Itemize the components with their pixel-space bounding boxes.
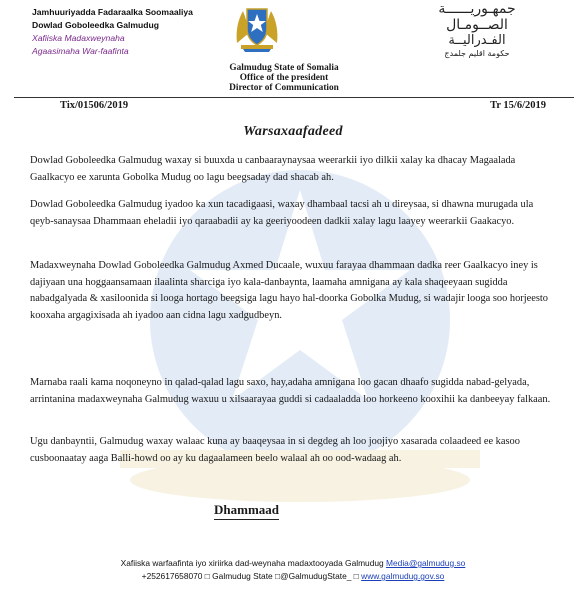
header-right-line2: الصــومـال bbox=[446, 17, 508, 33]
footer-email-link[interactable]: Media@galmudug.so bbox=[386, 558, 466, 568]
header-left-block bbox=[32, 6, 202, 58]
header-right-line1: جمهـوريــــــة bbox=[438, 1, 516, 17]
paragraph-3: Madaxweynaha Dowlad Goboleedka Galmudug Axmed Ducaale, wuxuu farayaa dhammaan dadka reer Gaalkacyo iney is dajiyaan una hoggaansamaan ilaalinta sharciga iyo kala-danbaynta, laamaha amnigana ay kala shaqeeyaan sugidda nabadgalyada & xasiloonida si looga hortago beegsiga lagu hayo hal-doorka Gobolka Mudug, si wadajir looga soo horjeesto kooxaha argagixisada ah iyadoo aan cidna lagu xadgudbeyn. bbox=[30, 260, 548, 321]
office-line3: Director of Communication bbox=[229, 83, 339, 93]
header-left-line2: Dowlad Goboleedka Galmudug bbox=[32, 20, 160, 30]
header-divider bbox=[14, 97, 574, 98]
header-right-line4: حكومة اقليم جلمدج bbox=[444, 49, 510, 58]
galmudug-emblem-icon bbox=[233, 3, 281, 53]
closing-text: Dhammaad bbox=[214, 502, 279, 520]
paragraph-1: Dowlad Goboleedka Galmudug waxay si buuxda u canbaaraynaysaa weerarkii iyo dilkii xalay ka dhacay Magaalada Gaalkacyo ee xarunta Gobolka Mudug oo lagu beegsaday dad shacab ah. bbox=[30, 155, 516, 183]
footer-line1 bbox=[0, 557, 586, 570]
document-title: Warsaxaafadeed bbox=[243, 124, 343, 139]
footer-line2 bbox=[0, 570, 586, 583]
footer-website-link[interactable]: www.galmudug.gov.so bbox=[361, 571, 445, 581]
footer-office-text: Xafiiska warfaafinta iyo xiriirka dad-weynaha madaxtooyada Galmudug bbox=[120, 558, 387, 568]
office-block bbox=[204, 63, 364, 93]
header-right-line3: الفـدراليــة bbox=[448, 33, 506, 48]
header-left-line4: Agaasimaha War-faafinta bbox=[32, 46, 129, 56]
closing-word bbox=[214, 502, 279, 520]
reference-number: Tix/01506/2019 bbox=[60, 100, 129, 111]
office-line1: Galmudug State of Somalia bbox=[229, 63, 339, 73]
paragraph-4: Marnaba raali kama noqoneyno in qalad-qalad lagu saxo, hay,adaha amnigana loo gacan dhaafo sugidda nabad-gelyada, arrintanina madaxweynaha Galmudug waxuu u xilsaarayaa guddi si cadaaladda loo horkeeno kooxihii ka danbeeyay falkaan. bbox=[30, 377, 551, 405]
paragraph-2: Dowlad Goboleedka Galmudug iyadoo ka xun tacadigaasi, waxay dhambaal tacsi ah u direysaa, si dhawna murugada ula qeyb-sanaysaa Dhammaan eheladii iyo qaraabadii ay ka geeriyoodeen dadkii xalay lagu laayey weerarkii Gaakacyo. bbox=[30, 199, 534, 227]
header-left-line1: Jamhuuriyadda Fadaraalka Soomaaliya bbox=[32, 7, 193, 17]
header-right-block bbox=[412, 2, 542, 60]
footer bbox=[0, 557, 586, 583]
paragraph-5: Ugu danbayntii, Galmudug waxay walaac kuna ay baaqeysaa in si degdeg ah loo joojiyo xasarada colaadeed ee kasoo cusboonaatay aaga Balli-howd oo ay ku dagaalameen beelo walaal ah oo ood-wadaag ah. bbox=[30, 436, 520, 464]
office-line2: Office of the president bbox=[239, 73, 329, 83]
footer-contacts-text: +252617658070 □ Galmudug State □@GalmudugState_ □ bbox=[141, 571, 362, 581]
header-left-line3: Xafiiska Madaxweynaha bbox=[32, 33, 125, 43]
reference-date: Tr 15/6/2019 bbox=[490, 100, 546, 111]
